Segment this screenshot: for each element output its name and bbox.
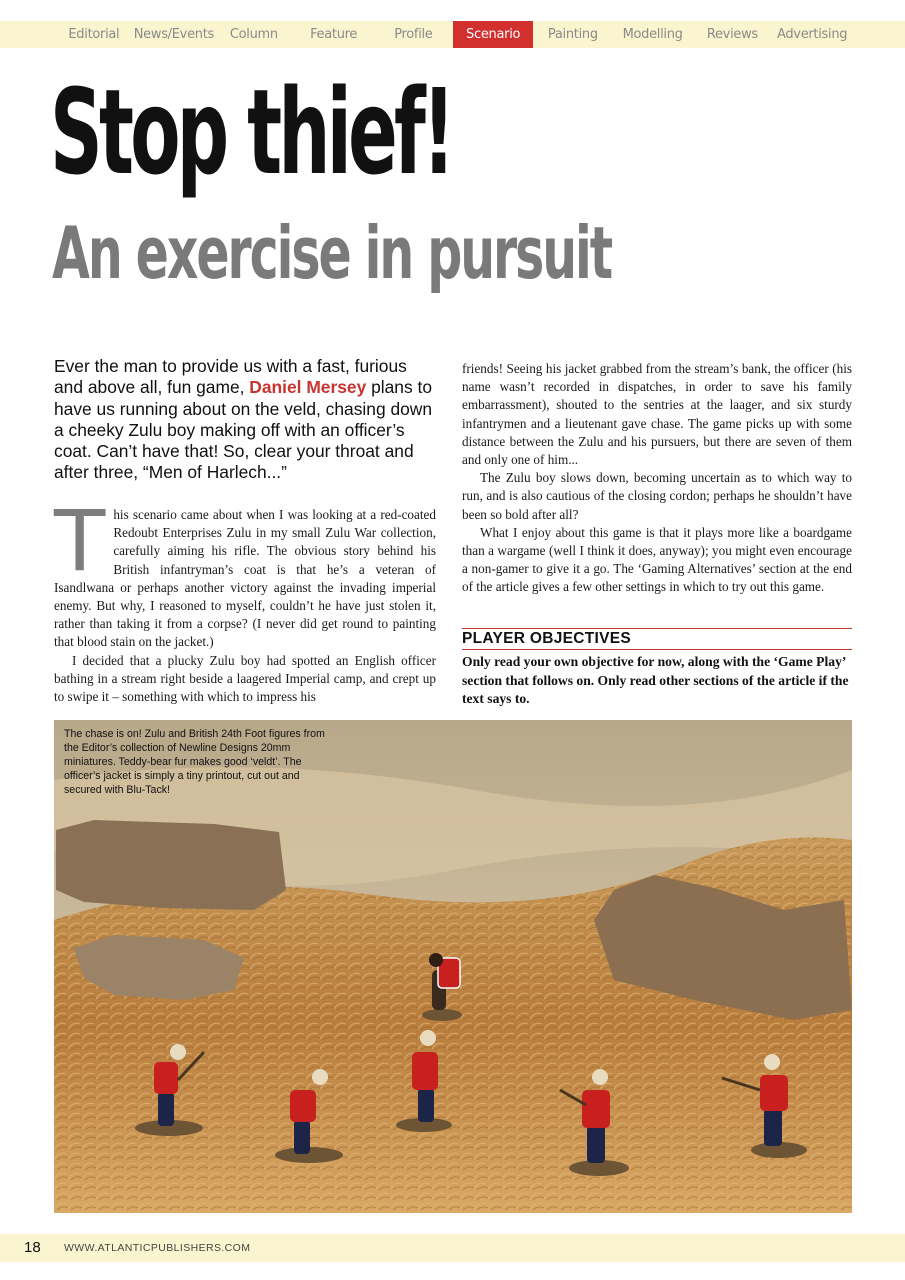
- photo-miniatures-chase: [54, 720, 852, 1213]
- nav-item-modelling[interactable]: Modelling: [622, 27, 683, 42]
- body-paragraph: What I enjoy about this game is that it plays more like a boardgame than a wargame (well I think it does, anyway); you might even encourage a non-gamer to give it a go. The ‘Gaming Alternatives’ section at the end of the article gives a few other settings in which to try out this game.: [462, 524, 852, 595]
- player-objectives-text: Only read your own objective for now, along with the ‘Game Play’ section that follows on. Only read other sections of the article if the text says to.: [462, 654, 849, 706]
- nav-item-painting[interactable]: Painting: [547, 27, 598, 42]
- author-name: Daniel Mersey: [249, 377, 367, 398]
- body-paragraph: I decided that a plucky Zulu boy had spotted an English officer bathing in a stream right beside a laagered Imperial camp, and crept up to swipe it – something with which to impress his: [54, 652, 436, 705]
- body-paragraph: friends! Seeing his jacket grabbed from the stream’s bank, the officer (his name wasn’t recorded in dispatches, in order to save his family embarrassment), shouted to the sentries at the laager, and six sturdy infantrymen and a lieutenant gave chase. The game picks up with some distance between the Zulu and his pursuers, but there are seven of them and only one of him...: [462, 361, 852, 468]
- nav-item-profile[interactable]: Profile: [394, 27, 433, 42]
- page-footer: [0, 1234, 905, 1262]
- rock-outcrop-left: [56, 820, 286, 910]
- page-number: 18: [24, 1239, 41, 1256]
- body-paragraph: [54, 492, 436, 652]
- player-objectives-heading: PLAYER OBJECTIVES: [462, 628, 852, 650]
- body-paragraph: The Zulu boy slows down, becoming uncertain as to which way to run, and is also cautious of the closing cordon; perhaps he shouldn’t have been so bold after all?: [462, 470, 852, 522]
- nav-item-reviews[interactable]: Reviews: [706, 27, 758, 42]
- article-subtitle: An exercise in pursuit: [52, 211, 612, 295]
- nav-item-scenario-active[interactable]: Scenario: [453, 21, 533, 48]
- nav-item-column[interactable]: Column: [229, 27, 278, 42]
- standfirst: [54, 356, 439, 484]
- standfirst-rest: plans to have us running about on the veld, chasing down a cheeky Zulu boy making off with an officer’s coat. Can’t have that! So, clear your throat and after three, “Men of Harlech...”: [54, 377, 433, 483]
- nav-item-advertising[interactable]: Advertising: [776, 27, 848, 42]
- standfirst-lead: Ever the man to provide us with a fast, furious and above all, fun game,: [54, 356, 407, 398]
- nav-item-feature[interactable]: Feature: [310, 27, 358, 42]
- photo-caption: The chase is on! Zulu and British 24th Foot figures from the Editor’s collection of Newline Designs 20mm miniatures. Teddy-bear fur makes good ‘veldt’. The officer’s jacket is simply a tiny printout, cut out and secured with Blu-Tack!: [64, 728, 325, 796]
- body-column-right: [462, 360, 852, 597]
- nav-item-news-events[interactable]: News/Events: [133, 27, 214, 42]
- body-paragraph-text: his scenario came about when I was looking at a red-coated Redoubt Enterprises Zulu in my small Zulu War collection, carefully aiming his rifle. The obvious story behind his British infantryman’s coat is that he’s a veteran of Isandlwana or perhaps another victory against the invading imperial enemy. But why, I reasoned to myself, couldn’t he have just stolen it, rather than taking it from a corpse? (I never did get round to painting that blood stain on the jacket.): [54, 507, 436, 650]
- body-column-left: [54, 492, 436, 706]
- section-nav: [0, 21, 905, 48]
- article-title: Stop thief!: [50, 63, 452, 201]
- drop-cap: T: [54, 492, 106, 590]
- publisher-url[interactable]: WWW.ATLANTICPUBLISHERS.COM: [64, 1242, 251, 1254]
- nav-item-editorial[interactable]: Editorial: [68, 27, 120, 42]
